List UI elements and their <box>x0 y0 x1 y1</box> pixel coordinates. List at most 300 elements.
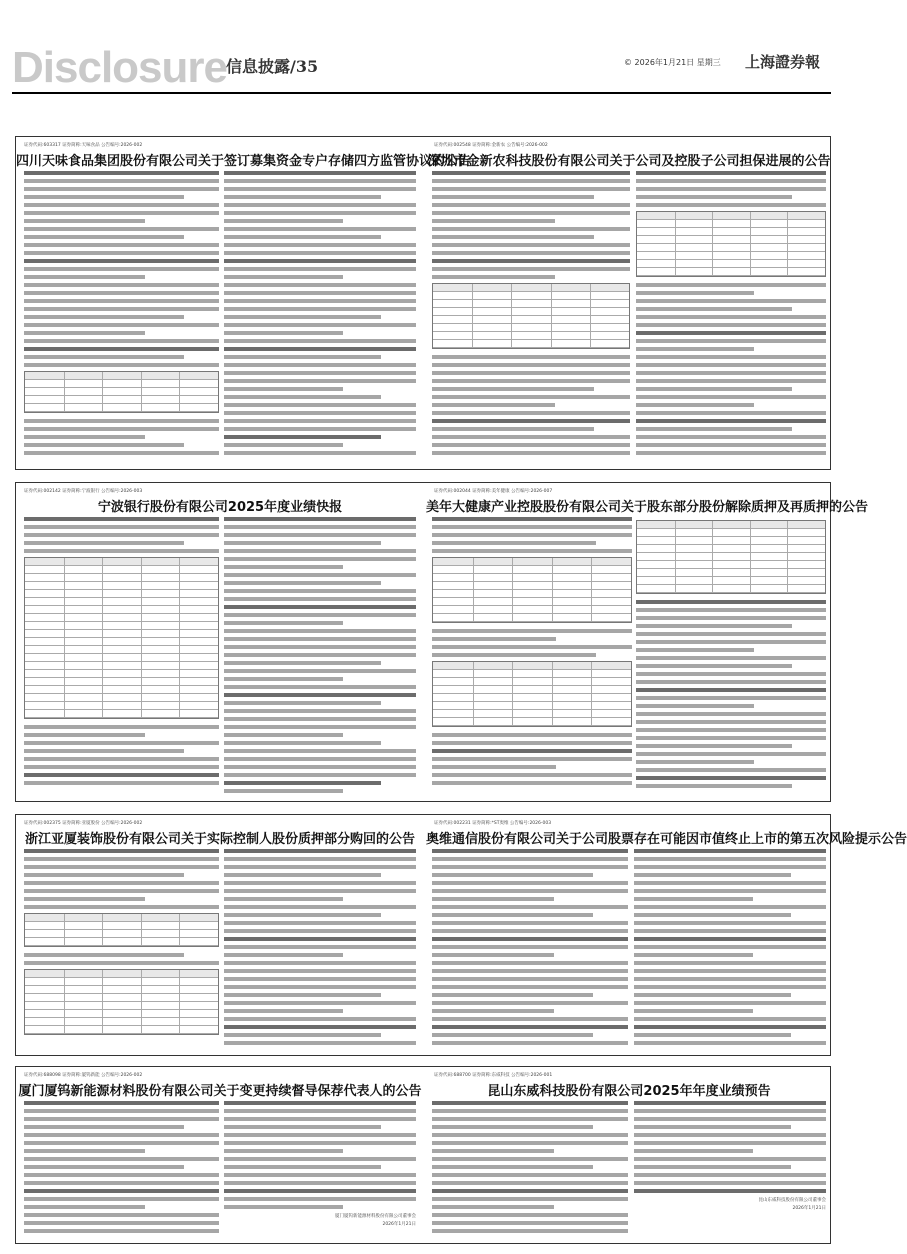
text-line <box>24 187 219 191</box>
table-row <box>25 638 218 646</box>
text-line <box>224 299 416 303</box>
text-line <box>636 315 826 319</box>
text-line <box>634 1173 826 1177</box>
table-row <box>25 404 218 412</box>
text-line <box>634 897 753 901</box>
text-line <box>432 969 628 973</box>
text-line <box>636 371 826 375</box>
text-line <box>432 945 628 949</box>
text-line <box>224 1149 343 1153</box>
article-body-col2 <box>634 849 826 1051</box>
text-line <box>432 195 594 199</box>
text-line <box>224 411 416 415</box>
text-line <box>432 1041 628 1045</box>
text-line <box>224 661 381 665</box>
text-line <box>224 227 416 231</box>
text-line <box>224 685 416 689</box>
text-line <box>24 283 219 287</box>
text-line <box>24 243 219 247</box>
table-row <box>25 978 218 986</box>
text-line <box>224 773 416 777</box>
article-codes: 证券代码:002231 证券简称:*ST奥维 公告编号:2026-003 <box>434 821 552 826</box>
table-row <box>637 268 825 276</box>
text-line <box>224 597 416 601</box>
text-line <box>636 616 826 620</box>
text-line <box>24 733 145 737</box>
text-line <box>634 1125 791 1129</box>
text-line <box>636 435 826 439</box>
text-line <box>224 235 381 239</box>
text-line <box>636 736 826 740</box>
text-line <box>24 881 219 885</box>
text-line <box>636 608 826 612</box>
article-title: 厦门厦钨新能源材料股份有限公司关于变更持续督导保荐代表人的公告 <box>18 1084 422 1099</box>
table-row <box>433 340 629 348</box>
text-line <box>224 589 416 593</box>
text-line <box>432 781 632 785</box>
text-line <box>224 969 416 973</box>
text-line <box>24 765 219 769</box>
text-line <box>636 363 826 367</box>
text-line <box>224 1173 416 1177</box>
table-row <box>25 622 218 630</box>
table-row <box>637 577 825 585</box>
text-line <box>636 171 826 175</box>
text-line <box>636 688 826 692</box>
section-box-bottom <box>15 1066 831 1244</box>
text-line <box>224 913 381 917</box>
text-line <box>224 789 343 793</box>
text-line <box>224 881 416 885</box>
text-line <box>224 267 416 271</box>
table-row <box>433 662 631 670</box>
text-line <box>636 744 792 748</box>
section-title: 信息披露/35 <box>226 57 319 76</box>
text-line <box>24 857 219 861</box>
text-line <box>636 187 826 191</box>
text-line <box>24 541 184 545</box>
table-row <box>25 662 218 670</box>
text-line <box>432 259 630 263</box>
text-line <box>224 331 343 335</box>
text-line <box>24 235 184 239</box>
section-box-middle <box>15 482 869 802</box>
text-line <box>636 728 826 732</box>
text-line <box>432 525 632 529</box>
text-line <box>224 749 416 753</box>
text-line <box>224 977 416 981</box>
text-line <box>634 865 826 869</box>
text-line <box>24 905 219 909</box>
table-row <box>25 654 218 662</box>
article-body-col2 <box>224 1101 416 1239</box>
text-line <box>24 427 219 431</box>
text-line <box>224 195 381 199</box>
text-line <box>24 219 145 223</box>
text-line <box>634 889 826 893</box>
article-a5 <box>16 815 424 1057</box>
text-line <box>432 1157 628 1161</box>
article-a8 <box>426 1067 832 1245</box>
text-line <box>634 985 826 989</box>
text-line <box>636 664 792 668</box>
text-line <box>432 1133 628 1137</box>
text-line <box>224 363 416 367</box>
text-line <box>432 653 596 657</box>
article-body-col2 <box>224 517 416 797</box>
text-line <box>636 179 826 183</box>
table-row <box>25 558 218 566</box>
table-row <box>25 694 218 702</box>
text-line <box>224 307 416 311</box>
table-row <box>433 332 629 340</box>
text-line <box>636 656 826 660</box>
text-line <box>636 632 826 636</box>
table-row <box>25 1026 218 1034</box>
text-line <box>634 913 791 917</box>
text-line <box>24 339 219 343</box>
text-line <box>224 355 381 359</box>
text-line <box>634 1025 826 1029</box>
text-line <box>224 427 416 431</box>
text-line <box>432 1109 628 1113</box>
table-row <box>433 574 631 582</box>
text-line <box>24 1125 184 1129</box>
text-line <box>224 725 416 729</box>
text-line <box>636 784 792 788</box>
text-line <box>224 937 416 941</box>
text-line <box>432 243 630 247</box>
text-line <box>224 889 416 893</box>
table-row <box>25 938 218 946</box>
text-line <box>432 1189 628 1193</box>
text-line <box>24 275 145 279</box>
text-line <box>224 953 343 957</box>
text-line <box>224 283 416 287</box>
text-line <box>224 419 416 423</box>
text-line <box>24 315 184 319</box>
text-line <box>432 953 554 957</box>
text-line <box>634 937 826 941</box>
section-box-top <box>15 136 831 470</box>
text-line <box>636 712 826 716</box>
text-line <box>24 363 219 367</box>
table-row <box>433 300 629 308</box>
text-line <box>24 299 219 303</box>
text-line <box>224 1041 416 1045</box>
text-line <box>634 1157 826 1161</box>
text-line <box>636 768 826 772</box>
text-line <box>636 203 826 207</box>
table-row <box>25 372 218 380</box>
text-line <box>432 921 628 925</box>
text-line <box>224 1025 416 1029</box>
text-line <box>224 605 416 609</box>
table-row <box>637 244 825 252</box>
text-line <box>634 921 826 925</box>
text-line <box>224 443 343 447</box>
text-line <box>224 669 416 673</box>
table-row <box>25 914 218 922</box>
text-line <box>24 1221 219 1225</box>
text-line <box>432 1009 554 1013</box>
article-body-col1 <box>24 517 219 797</box>
text-line <box>432 235 594 239</box>
text-line <box>636 355 826 359</box>
article-body-col2 <box>224 171 416 463</box>
text-line <box>24 1189 219 1193</box>
text-line <box>432 419 630 423</box>
text-line <box>24 1205 145 1209</box>
text-line <box>636 419 826 423</box>
text-line <box>634 1117 826 1121</box>
text-line <box>24 331 145 335</box>
table-row <box>25 670 218 678</box>
text-line <box>224 243 416 247</box>
article-title: 深圳市金新农科技股份有限公司关于公司及控股子公司担保进展的公告 <box>427 154 831 169</box>
text-line <box>636 387 792 391</box>
text-line <box>24 347 219 351</box>
table-row <box>637 212 825 220</box>
text-line <box>634 1165 791 1169</box>
text-line <box>432 741 632 745</box>
text-line <box>432 379 630 383</box>
text-line <box>432 387 594 391</box>
table-row <box>25 614 218 622</box>
text-line <box>24 549 219 553</box>
text-line <box>634 945 826 949</box>
table-row <box>433 324 629 332</box>
table-row <box>637 585 825 593</box>
text-line <box>636 307 792 311</box>
text-line <box>432 517 632 521</box>
table-row <box>25 582 218 590</box>
article-title: 四川天味食品集团股份有限公司关于签订募集资金专户存储四方监管协议的公告 <box>16 154 472 169</box>
text-line <box>224 339 416 343</box>
text-line <box>432 645 632 649</box>
text-line <box>636 451 826 455</box>
text-line <box>24 1157 219 1161</box>
text-line <box>432 1141 628 1145</box>
text-line <box>224 621 343 625</box>
table-row <box>433 308 629 316</box>
text-line <box>636 443 826 447</box>
text-line <box>24 355 184 359</box>
text-line <box>224 533 416 537</box>
text-line <box>224 541 381 545</box>
text-line <box>432 993 593 997</box>
data-table <box>24 557 219 719</box>
table-row <box>637 521 825 529</box>
text-line <box>636 403 754 407</box>
text-line <box>224 897 343 901</box>
header-rule <box>12 92 831 94</box>
text-line <box>224 781 381 785</box>
text-line <box>24 773 219 777</box>
table-row <box>433 566 631 574</box>
table-row <box>25 1010 218 1018</box>
text-line <box>636 680 826 684</box>
text-line <box>224 275 343 279</box>
table-row <box>433 694 631 702</box>
article-a7 <box>16 1067 424 1245</box>
text-line <box>636 752 826 756</box>
text-line <box>24 323 219 327</box>
text-line <box>634 1041 826 1045</box>
text-line <box>24 171 219 175</box>
text-line <box>224 171 416 175</box>
text-line <box>24 757 219 761</box>
text-line <box>432 427 594 431</box>
text-line <box>224 701 381 705</box>
article-codes: 证券代码:603317 证券简称:天味食品 公告编号:2026-002 <box>24 143 143 148</box>
text-line <box>432 187 630 191</box>
text-line <box>636 283 826 287</box>
text-line <box>432 1213 628 1217</box>
text-line <box>432 1181 628 1185</box>
text-line <box>432 251 630 255</box>
text-line <box>224 1109 416 1113</box>
text-line <box>634 1109 826 1113</box>
text-line <box>634 881 826 885</box>
text-line <box>24 741 219 745</box>
text-line <box>224 865 416 869</box>
text-line <box>224 873 381 877</box>
table-row <box>25 710 218 718</box>
text-line <box>24 897 145 901</box>
table-row <box>25 396 218 404</box>
text-line <box>636 427 792 431</box>
text-line <box>224 637 416 641</box>
text-line <box>224 517 416 521</box>
text-line <box>432 541 596 545</box>
text-line <box>432 443 630 447</box>
text-line <box>24 1109 219 1113</box>
text-line <box>224 395 381 399</box>
text-line <box>634 1189 826 1193</box>
article-codes: 证券代码:002044 证券简称:美年健康 公告编号:2026-007 <box>434 489 553 494</box>
text-line <box>24 1165 184 1169</box>
text-line <box>224 1133 416 1137</box>
text-line <box>224 179 416 183</box>
table-row <box>433 718 631 726</box>
text-line <box>24 533 219 537</box>
text-line <box>634 929 826 933</box>
text-line <box>634 969 826 973</box>
text-line <box>224 1033 381 1037</box>
table-row <box>25 970 218 978</box>
table-row <box>433 710 631 718</box>
table-row <box>25 606 218 614</box>
text-line <box>224 693 416 697</box>
table-row <box>433 558 631 566</box>
text-line <box>432 171 630 175</box>
text-line <box>636 299 826 303</box>
disclosure-logo: Disclosure <box>12 43 227 92</box>
table-row <box>637 236 825 244</box>
text-line <box>24 1213 219 1217</box>
text-line <box>432 1101 628 1105</box>
table-row <box>433 670 631 678</box>
text-line <box>224 1141 416 1145</box>
data-table <box>24 969 219 1035</box>
table-row <box>25 678 218 686</box>
text-line <box>224 1157 416 1161</box>
text-line <box>24 1141 219 1145</box>
text-line <box>24 749 184 753</box>
page-header <box>0 0 843 118</box>
table-row <box>433 316 629 324</box>
article-body-col1 <box>24 1101 219 1239</box>
text-line <box>224 849 416 853</box>
table-row <box>433 582 631 590</box>
table-row <box>637 553 825 561</box>
text-line <box>224 741 381 745</box>
text-line <box>224 1205 343 1209</box>
data-table <box>432 283 630 349</box>
article-codes: 证券代码:688700 证券简称:东威科技 公告编号:2026-001 <box>434 1073 553 1078</box>
text-line <box>432 913 593 917</box>
table-row <box>637 545 825 553</box>
text-line <box>432 533 632 537</box>
text-line <box>24 865 219 869</box>
text-line <box>432 355 630 359</box>
article-body-col1 <box>432 517 632 797</box>
text-line <box>432 1025 628 1029</box>
text-line <box>636 776 826 780</box>
text-line <box>634 1101 826 1105</box>
text-line <box>432 395 630 399</box>
text-line <box>634 993 791 997</box>
text-line <box>432 749 632 753</box>
text-line <box>432 549 632 553</box>
table-row <box>25 1018 218 1026</box>
article-body-col2 <box>224 849 416 1051</box>
table-row <box>637 220 825 228</box>
text-line <box>432 857 628 861</box>
text-line <box>24 307 219 311</box>
text-line <box>224 629 416 633</box>
article-body-col1 <box>24 849 219 1051</box>
text-line <box>636 648 754 652</box>
table-row <box>433 678 631 686</box>
text-line <box>636 331 826 335</box>
text-line <box>24 1197 219 1201</box>
text-line <box>634 1009 753 1013</box>
text-line <box>24 267 219 271</box>
text-line <box>432 451 630 455</box>
text-line <box>24 435 145 439</box>
text-line <box>224 1165 381 1169</box>
text-line <box>432 267 630 271</box>
text-line <box>636 395 826 399</box>
table-row <box>637 561 825 569</box>
text-line <box>432 1173 628 1177</box>
text-line <box>432 1149 554 1153</box>
text-line <box>636 600 826 604</box>
table-row <box>25 686 218 694</box>
text-line <box>432 1165 593 1169</box>
text-line <box>636 760 754 764</box>
text-line <box>24 517 219 521</box>
table-row <box>25 630 218 638</box>
table-row <box>637 252 825 260</box>
text-line <box>224 219 343 223</box>
text-line <box>634 1033 791 1037</box>
article-codes: 证券代码:002142 证券简称:宁波银行 公告编号:2026-003 <box>24 489 143 494</box>
article-body-col1 <box>24 171 219 463</box>
text-line <box>224 857 416 861</box>
